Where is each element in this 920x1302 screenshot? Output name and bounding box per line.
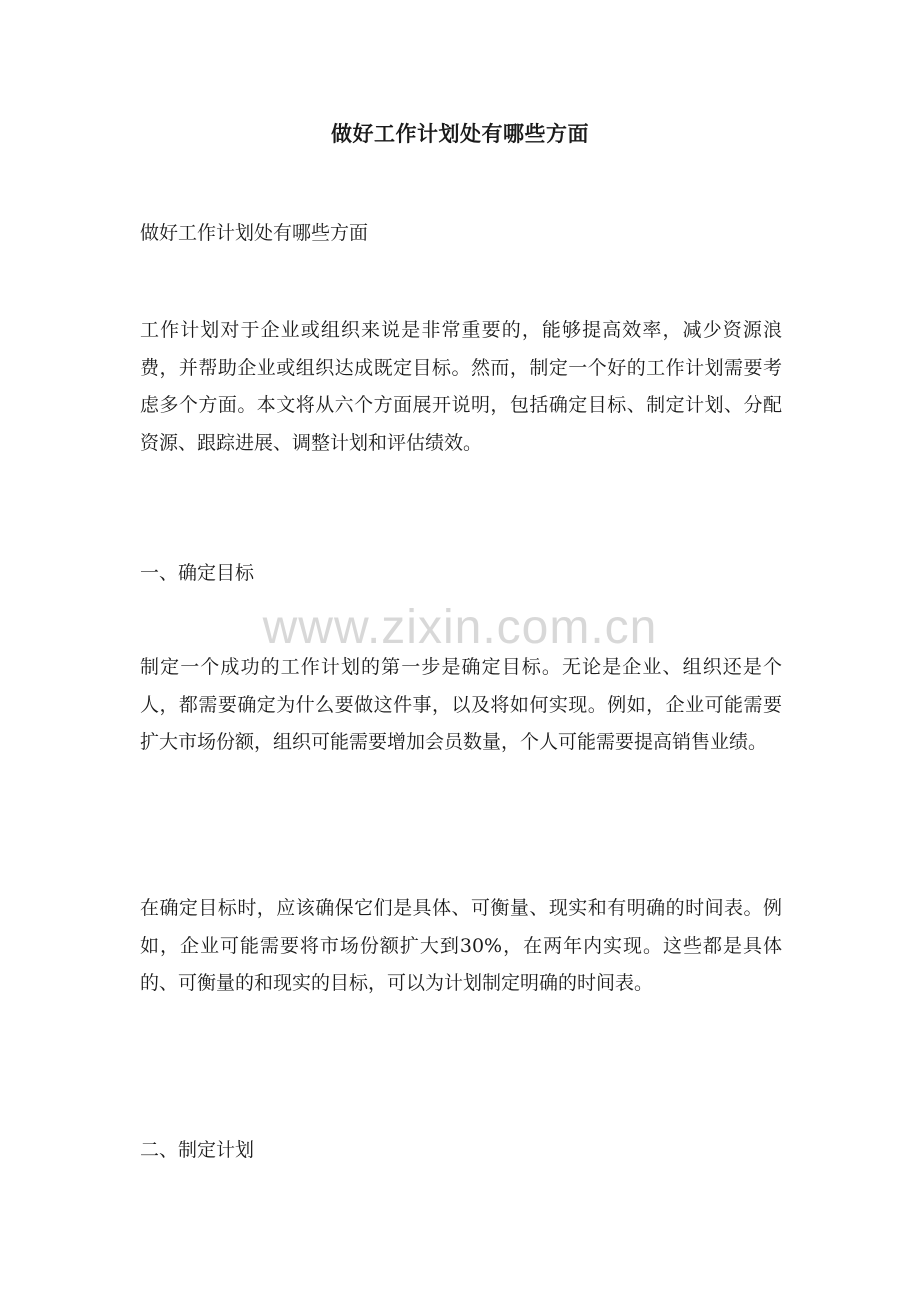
- document-subtitle: 做好工作计划处有哪些方面: [140, 222, 369, 244]
- document-title: 做好工作计划处有哪些方面: [331, 121, 589, 146]
- section1-paragraph-2: 在确定目标时，应该确保它们是具体、可衡量、现实和有明确的时间表。例如，企业可能需要将市场份额扩大到30%，在两年内实现。这些都是具体的、可衡量的和现实的目标，可以为计划制定明确的时间表。: [140, 897, 782, 994]
- section-heading-1: 一、确定目标: [140, 562, 255, 584]
- section-heading-2: 二、制定计划: [140, 1139, 255, 1161]
- watermark: www.zixin.com.cn: [262, 601, 658, 654]
- section1-paragraph-1: 制定一个成功的工作计划的第一步是确定目标。无论是企业、组织还是个人，都需要确定为什么要做这件事，以及将如何实现。例如，企业可能需要扩大市场份额，组织可能需要增加会员数量，个人可能需要提高销售业绩。: [140, 656, 782, 753]
- intro-paragraph: 工作计划对于企业或组织来说是非常重要的，能够提高效率，减少资源浪费，并帮助企业或组织达成既定目标。然而，制定一个好的工作计划需要考虑多个方面。本文将从六个方面展开说明，包括确定目标、制定计划、分配资源、跟踪进展、调整计划和评估绩效。: [140, 319, 782, 454]
